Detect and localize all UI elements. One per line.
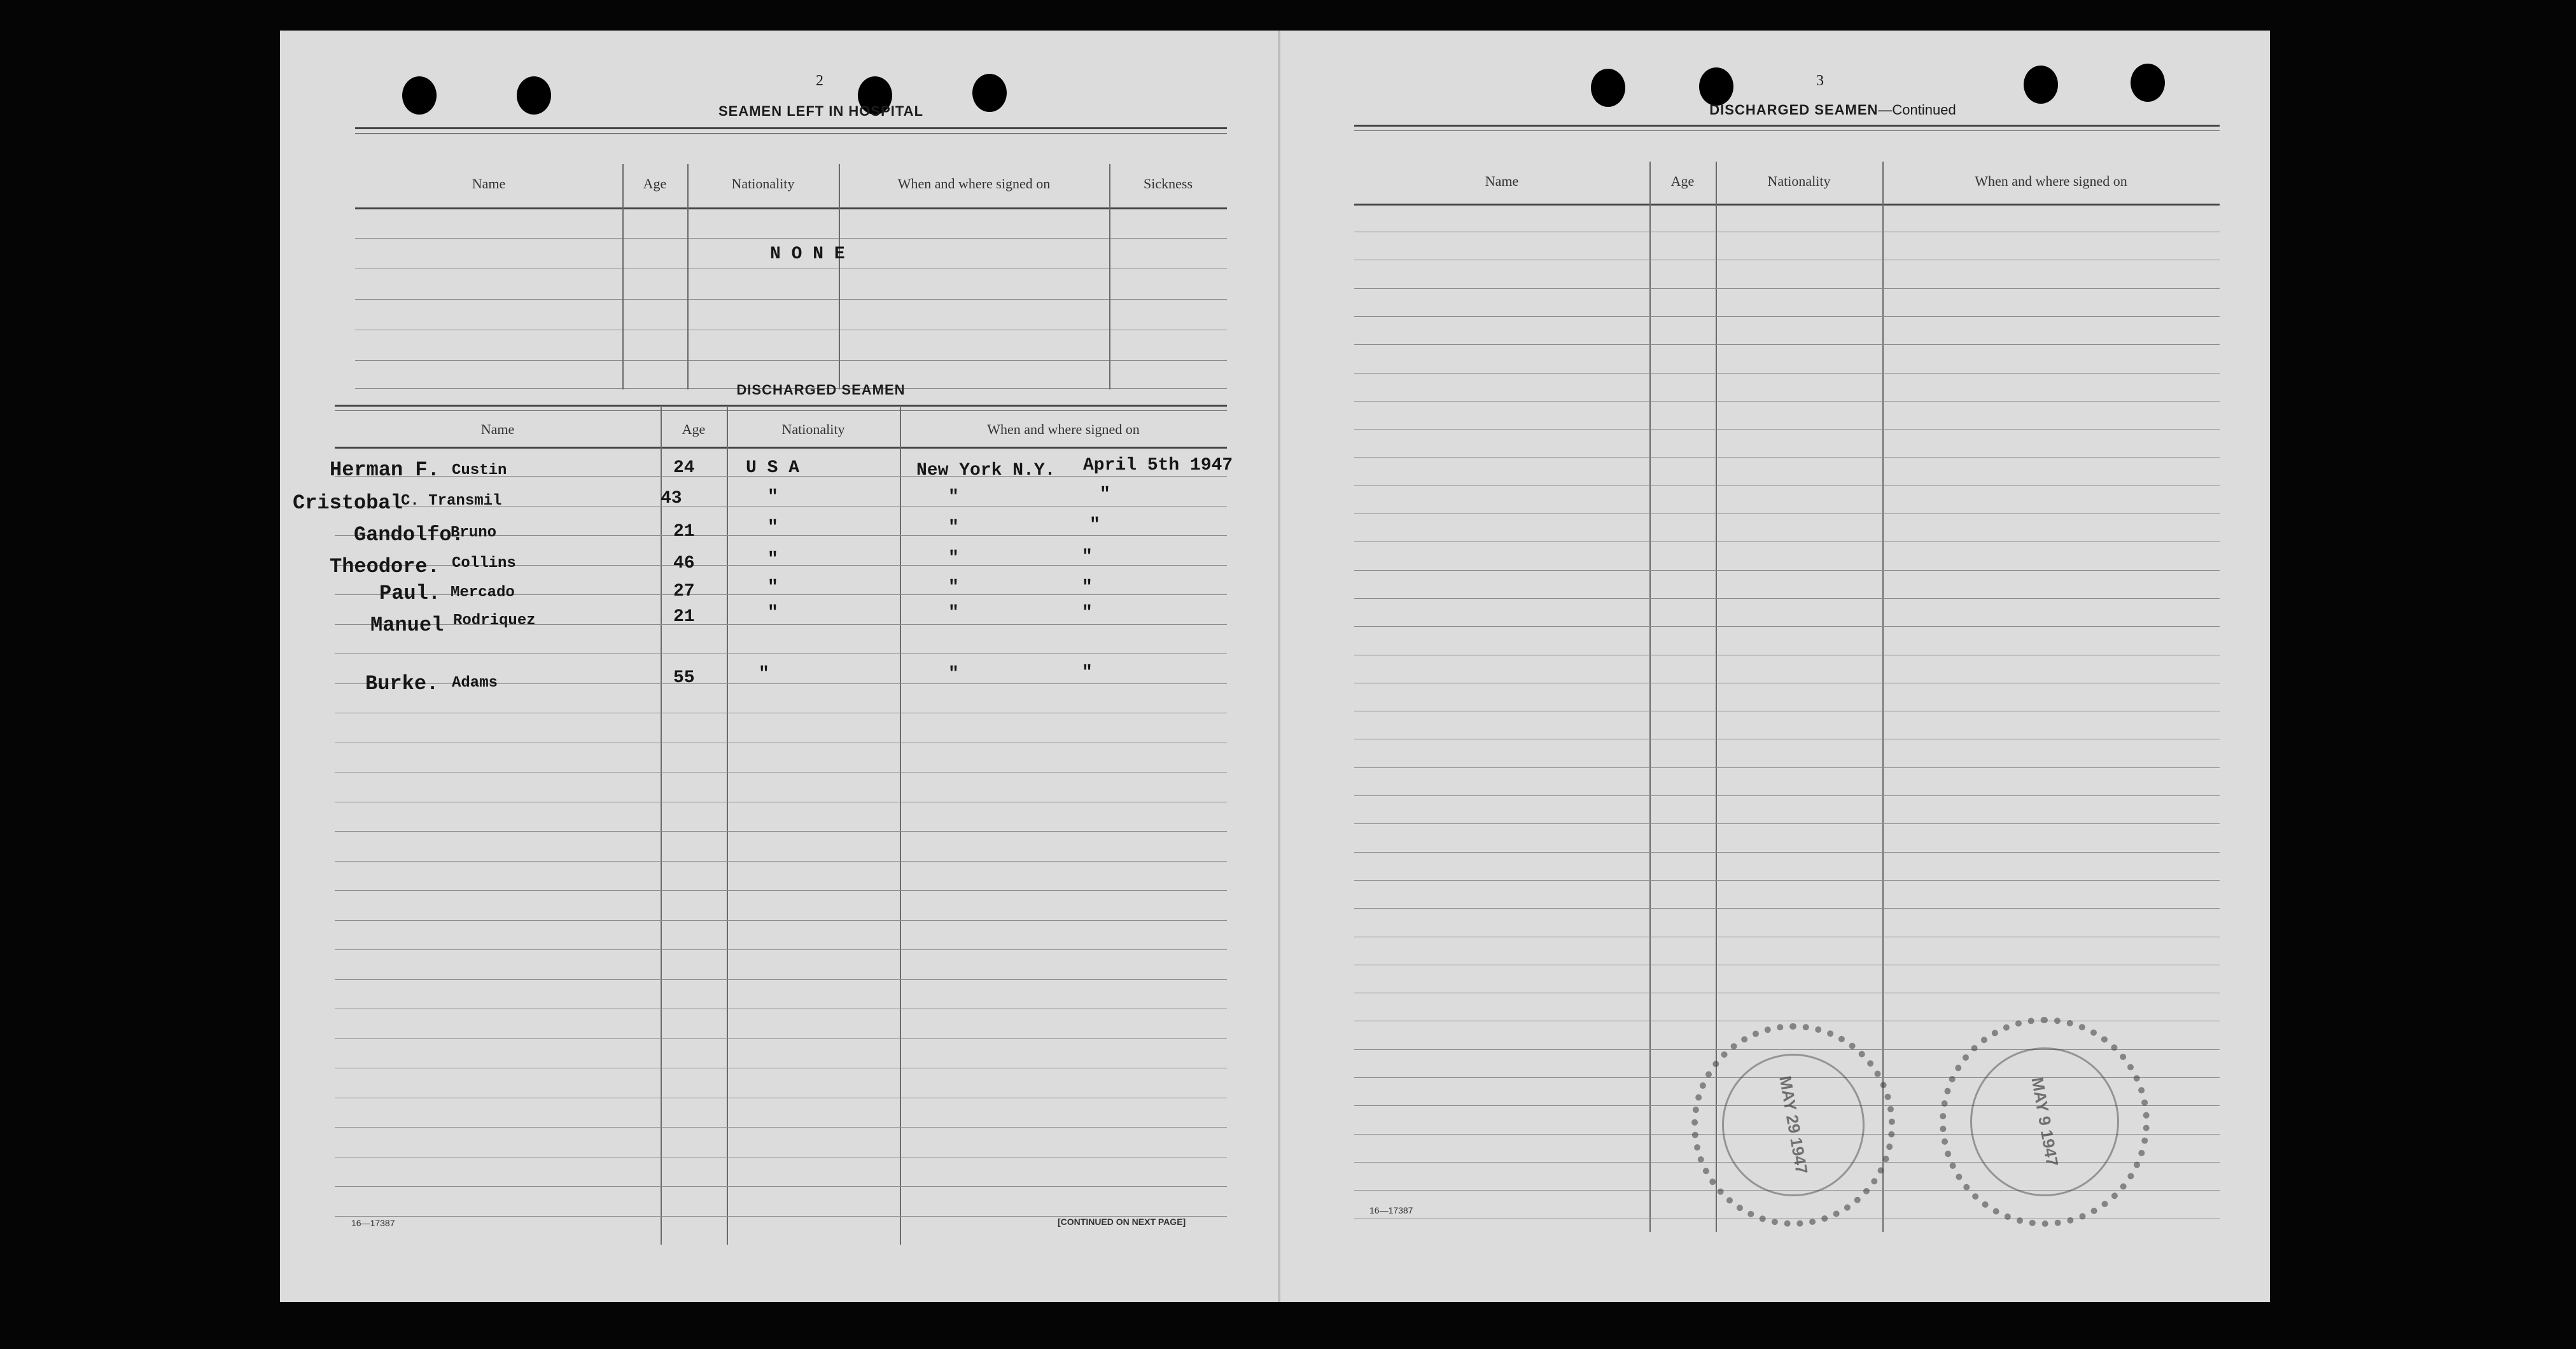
col-header-signed-on: When and where signed on — [987, 421, 1140, 437]
ruled-line — [1354, 626, 2220, 627]
signed-on-place: " — [948, 549, 959, 568]
seaman-nationality: " — [767, 550, 778, 570]
page-number-right: 3 — [1816, 73, 1824, 89]
punch-hole — [1591, 69, 1625, 107]
ruled-line — [1354, 823, 2220, 824]
ruled-line — [335, 949, 1227, 950]
col-header-sickness: Sickness — [1144, 176, 1193, 192]
signed-on-date: " — [1082, 663, 1093, 683]
ruled-line — [1354, 344, 2220, 345]
signed-on-date: " — [1082, 578, 1093, 598]
seaman-first-name: Burke. — [365, 672, 439, 695]
signed-on-place: " — [948, 487, 959, 507]
punch-hole — [2131, 64, 2165, 102]
seaman-first-name: Herman F. — [330, 458, 440, 482]
ruled-line — [1354, 767, 2220, 768]
punch-hole — [402, 76, 437, 115]
ruled-line — [1354, 401, 2220, 402]
seaman-first-name: Cristobal — [293, 491, 403, 515]
col-header-age: Age — [643, 176, 667, 192]
continued-suffix: —Continued — [1878, 102, 1956, 118]
ruled-line — [1354, 570, 2220, 571]
seaman-nationality: " — [767, 487, 778, 507]
page-fold — [1278, 31, 1280, 1302]
signed-on-date: April 5th 1947 — [1083, 456, 1233, 475]
seaman-first-name: Paul. — [379, 582, 441, 605]
seaman-nationality: U S A — [746, 458, 800, 478]
hospital-none-entry: N O N E — [770, 244, 845, 264]
ruled-line — [335, 1127, 1227, 1128]
col-header-name: Name — [480, 421, 515, 437]
seaman-last-name: Custin — [452, 462, 507, 479]
form-code-left: 16—17387 — [351, 1218, 395, 1228]
seaman-age: 27 — [673, 582, 695, 601]
ruled-line — [1354, 598, 2220, 599]
form-code-right: 16—17387 — [1369, 1205, 1413, 1215]
ruled-line — [335, 1038, 1227, 1039]
signed-on-place: " — [948, 518, 959, 538]
ruled-line — [1354, 852, 2220, 853]
seaman-nationality: " — [767, 518, 778, 538]
seaman-age: 46 — [673, 554, 695, 573]
col-header-age: Age — [1670, 173, 1695, 189]
ruled-line — [335, 831, 1227, 832]
signed-on-place: " — [948, 664, 959, 684]
seaman-age: 21 — [673, 522, 695, 542]
hospital-heading: SEAMEN LEFT IN HOSPITAL — [718, 103, 924, 119]
seaman-age: 55 — [673, 668, 695, 688]
seaman-nationality: " — [767, 603, 778, 623]
seaman-last-name: C. Transmil — [401, 493, 502, 510]
stamp-date-right: MAY 9 1947 — [2027, 1075, 2062, 1168]
customs-stamp-right — [1940, 1017, 2150, 1227]
ruled-line — [1354, 457, 2220, 458]
signed-on-place: " — [948, 578, 959, 598]
seaman-first-name: Manuel — [370, 613, 444, 637]
discharged-heading: DISCHARGED SEAMEN — [736, 382, 906, 398]
seaman-nationality: " — [759, 664, 769, 684]
seaman-last-name: Collins — [452, 555, 516, 572]
seaman-nationality: " — [767, 578, 778, 598]
col-header-nationality: Nationality — [1767, 173, 1831, 189]
seaman-age: 21 — [673, 607, 695, 627]
ruled-line — [335, 890, 1227, 891]
discharged-continued-heading — [1642, 102, 2024, 118]
document-sheet — [280, 31, 2270, 1302]
col-header-name: Name — [1485, 173, 1519, 189]
discharged-continued-title: DISCHARGED SEAMEN — [1709, 102, 1879, 118]
seaman-first-name: Theodore. — [330, 555, 440, 578]
continued-note: [CONTINUED ON NEXT PAGE] — [1058, 1217, 1186, 1227]
ruled-line — [335, 920, 1227, 921]
customs-stamp-left — [1691, 1023, 1895, 1227]
signed-on-place: New York N.Y. — [916, 461, 1056, 480]
signed-on-place: " — [948, 603, 959, 623]
signed-on-date: " — [1082, 603, 1093, 623]
col-header-age: Age — [682, 421, 706, 437]
col-header-signed-on: When and where signed on — [897, 176, 1051, 192]
seaman-last-name: Mercado — [451, 584, 515, 601]
punch-hole — [2024, 66, 2058, 104]
col-header-signed-on: When and where signed on — [1975, 173, 2127, 189]
signed-on-date: " — [1082, 547, 1093, 567]
seaman-age: 24 — [673, 458, 695, 478]
ruled-line — [1354, 288, 2220, 289]
punch-hole — [517, 76, 551, 115]
ruled-line — [1354, 880, 2220, 881]
col-header-nationality: Nationality — [781, 421, 845, 437]
col-header-nationality: Nationality — [731, 176, 795, 192]
punch-hole — [1699, 67, 1733, 106]
ruled-line — [1354, 316, 2220, 317]
ruled-line — [1354, 373, 2220, 374]
ruled-line — [335, 979, 1227, 980]
ruled-line — [1354, 908, 2220, 909]
ruled-line — [1354, 429, 2220, 430]
stamp-date-left: MAY 29 1947 — [1775, 1074, 1812, 1176]
page-number-left: 2 — [816, 73, 823, 89]
hospital-table — [355, 127, 1227, 389]
signed-on-date: " — [1100, 485, 1110, 505]
ruled-line — [335, 1186, 1227, 1187]
seaman-last-name: Bruno — [451, 524, 497, 542]
ruled-line — [335, 861, 1227, 862]
seaman-age: 43 — [661, 489, 682, 508]
col-header-name: Name — [472, 176, 506, 192]
signed-on-date: " — [1089, 515, 1100, 535]
ruled-line — [1354, 795, 2220, 796]
seaman-last-name: Rodriquez — [453, 612, 536, 629]
seaman-first-name: Gandolfo. — [354, 523, 464, 547]
seaman-last-name: Adams — [452, 674, 498, 692]
